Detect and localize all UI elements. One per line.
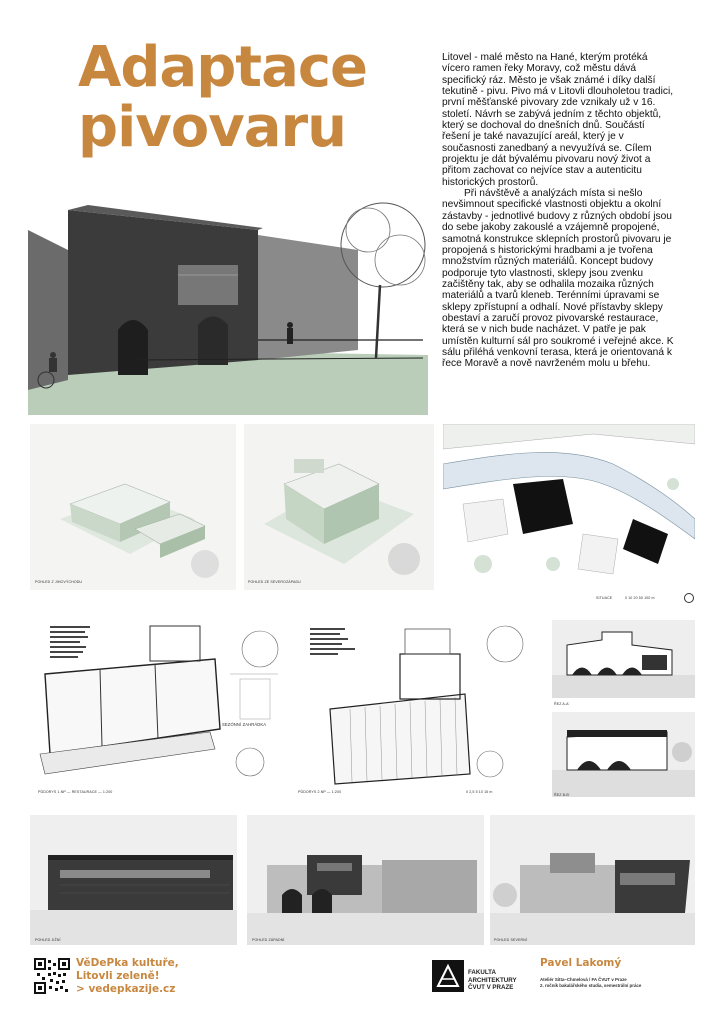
floor-plan-ground [30,614,280,800]
situation-scale: 0 10 20 50 100 m [625,596,655,600]
plan-1-caption: PŮDORYS 1.NP — RESTAURACE — 1:200 [38,790,113,794]
elevation-west [247,815,484,945]
project-description [442,52,674,370]
plan-2-caption: PŮDORYS 2.NP — 1:200 [298,790,342,794]
studio-line-2: 2. ročník bakalářského studia, semestrální práce [540,983,642,989]
studio-line-1: Ateliér Sitta–Chmelová / FA ČVUT v Praze [540,977,627,982]
faculty-line-1: FAKULTA [468,969,496,976]
footer-slogan [76,957,226,996]
author-name: Pavel Lakomý [540,957,622,969]
poster-title [78,35,428,160]
slogan-link[interactable]: > vedepkazije.cz [76,983,176,995]
description-paragraph-2: Při návštěvě a analýzách místa si nešlo nevšimnout specifické vlastnosti objektu a okolní zástavby - jednotlivé budovy z různých období jsou do sebe jakoby zakouslé a vzájemně propojené, samotná konstrukce sklepních prostorů pivovaru je propojená s historickými hradbami a je tvořena množstvím různých materiálů. Koncept budovy podporuje tyto vlastnosti, sklepy jsou zvenku začištěny tak, aby se odhalila mozaika různých materiálů a tvarů kleneb. Terénními úpravami se sklepy zpřístupní a odhalí. Nové přístavby sklepy obestaví a zaručí provoz pivovarské restaurace, která se v nich bude nacházet. V patře je pak umístěn kulturní sál pro soukromé i veřejné akce. K sálu přiléhá venkovní terasa, která je orientovaná k řece Moravě a nově navrženém molu u břehu. [442,188,674,370]
model-view-southeast [30,424,236,590]
section-a [552,620,695,698]
faculty-line-3: ČVUT V PRAZE [468,984,514,992]
slogan-line-2: Litovli zeleně! [76,970,160,982]
north-arrow-icon [684,593,694,603]
elevation-3-caption: POHLED SEVERNÍ [494,938,527,942]
faculty-name [468,969,528,992]
section-b-caption: ŘEZ B-B' [554,793,570,797]
section-b [552,712,695,797]
situation-caption: SITUACE [596,596,613,600]
studio-info [540,977,700,990]
model-1-caption: POHLED Z JIHOVÝCHODU [35,580,83,584]
garden-label: SEZÓNNÍ ZAHRÁDKA [222,722,267,727]
faculty-line-2: ARCHITEKTURY [468,976,517,984]
plan-2-scale: 0 2,5 5 10 15 m [466,790,493,794]
description-paragraph-1: Litovel - malé město na Hané, kterým protéká vícero ramen řeky Moravy, což městu dává specifický ráz. Město je však známé i díky další tekutině - pivu. Pivo má v Litovli dlouholetou tradici, první měšťanské pivovary zde vznikaly už v 16. století. Návrh se zabývá jedním z těchto objektů, který se dochoval do dnešních dnů. Součástí řešení je také navazující areál, který je v současnosti zanedbaný a nevyužívá se. Cílem projektu je dát bývalému pivovaru nový život a přitom zachovat co nejvíce stav a autenticitu historických prostorů. [442,52,674,188]
title-line-2: pivovaru [78,95,347,160]
floor-plan-upper [290,614,545,800]
qr-code-icon [34,958,70,994]
model-view-northwest [244,424,434,590]
perspective-drawing [28,190,428,415]
elevation-1-caption: POHLED JIŽNÍ [35,938,61,942]
situation-plan [443,424,695,590]
slogan-line-1: VěDePka kultuře, [76,957,179,969]
title-line-1: Adaptace [78,35,368,100]
model-2-caption: POHLED ZE SEVEROZÁPADU [248,580,301,584]
elevation-2-caption: POHLED ZÁPADNÍ [252,938,285,942]
elevation-north [490,815,695,945]
faculty-logo-icon [432,960,464,992]
elevation-south [30,815,237,945]
section-a-caption: ŘEZ A-A' [554,702,570,706]
